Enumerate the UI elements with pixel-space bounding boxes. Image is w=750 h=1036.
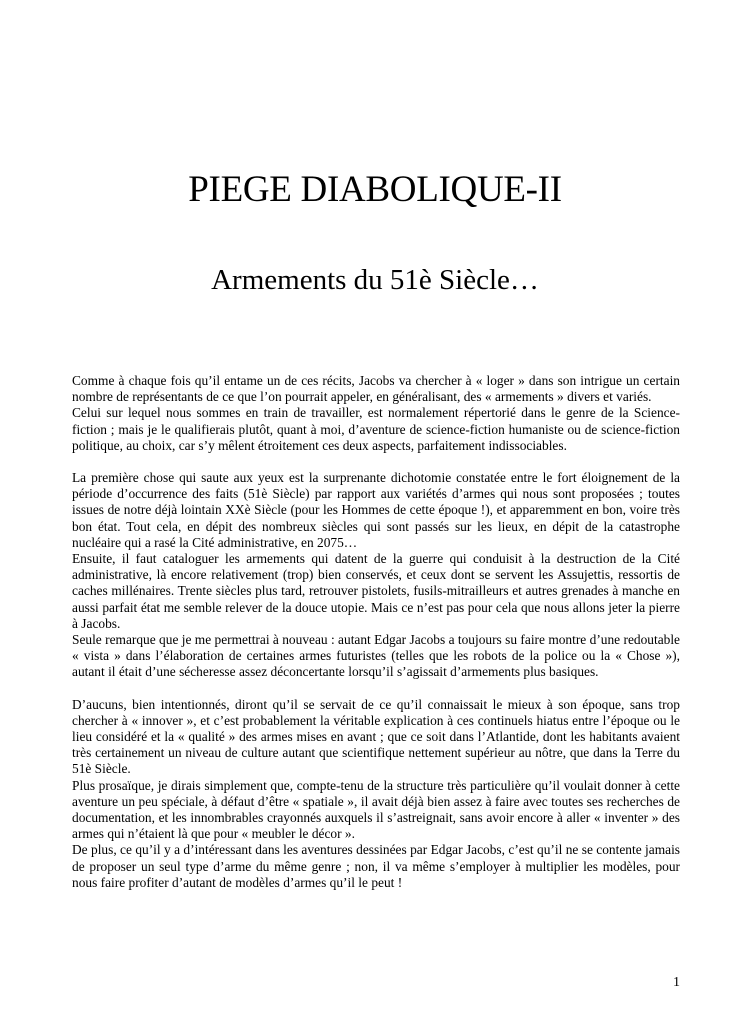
- paragraph-6: D’aucuns, bien intentionnés, diront qu’il se servait de ce qu’il connaissait le mieux à son époque, sans trop chercher à « innover », et c’est probablement la véritable explication à ces continuels hiatus entre l’époque ou le lieu considéré et la « qualité » des armes mises en avant ; que ce soit dans l’Atlantide, dont les habitants avaient très certainement un niveau de culture autant que scientifique nettement supérieur au nôtre, que dans la Terre du 51è Siècle.: [72, 696, 680, 777]
- paragraph-3: La première chose qui saute aux yeux est la surprenante dichotomie constatée entre le fort éloignement de la période d’occurrence des faits (51è Siècle) par rapport aux variétés d’armes qui nous sont proposées ; toutes issues de notre déjà lointain XXè Siècle (pour les Hommes de cette époque !), et apparemment en bon, voire très bon état. Tout cela, en dépit des nombreux siècles qui sont passés sur les lieux, en dépit de la catastrophe nucléaire qui a rasé la Cité administrative, en 2075…: [72, 470, 680, 550]
- paragraph-2: Celui sur lequel nous sommes en train de travailler, est normalement répertorié dans le genre de la Science-fiction ; mais je le qualifierais plutôt, quant à moi, d’aventure de science-fiction humaniste ou de science-fiction politique, au choix, car s’y mêlent étroitement ces deux aspects, parfaitement indissociables.: [72, 405, 680, 453]
- body-text: [72, 373, 680, 891]
- page-number: 1: [673, 975, 680, 990]
- paragraph-1: Comme à chaque fois qu’il entame un de ces récits, Jacobs va chercher à « loger » dans son intrigue un certain nombre de représentants de ce que l’on pourrait appeler, en généralisant, des « armements » divers et variés.: [72, 373, 680, 405]
- paragraph-7: Plus prosaïque, je dirais simplement que, compte-tenu de la structure très particulière qu’il voulait donner à cette aventure un peu spéciale, à défaut d’être « spatiale », il avait déjà bien assez à faire avec toutes ses recherches de documentation, et les innombrables crayonnés auxquels il s’astreignait, sans avoir encore à aller « inventer » des armes qui n’étaient là que pour « meubler le décor ».: [72, 777, 680, 842]
- paragraph-5: Seule remarque que je me permettrai à nouveau : autant Edgar Jacobs a toujours su faire montre d’une redoutable « vista » dans l’élaboration de certaines armes futuristes (telles que les robots de la police ou la « Chose »), autant il était d’une sécheresse assez déconcertante lorsqu’il s’agissait d’armements plus basiques.: [72, 632, 680, 680]
- paragraph-4: Ensuite, il faut cataloguer les armements qui datent de la guerre qui conduisit à la destruction de la Cité administrative, là encore relativement (trop) bien conservés, et ceux dont se servent les Assujettis, ressortis de caches millénaires. Trente siècles plus tard, retrouver pistolets, fusils-mitrailleurs et autres grenades à manche en aussi parfait état me semble relever de la douce utopie. Mais ce n’est pas pour cela que nous allons jeter la pierre à Jacobs.: [72, 551, 680, 631]
- paragraph-8: De plus, ce qu’il y a d’intéressant dans les aventures dessinées par Edgar Jacobs, c’est qu’il ne se contente jamais de proposer un seul type d’arme du même genre ; non, il va même s’employer à multiplier les modèles, pour nous faire profiter d’autant de modèles d’armes qu’il le peut !: [72, 842, 680, 890]
- page-subtitle: Armements du 51è Siècle…: [211, 264, 539, 296]
- page-title: PIEGE DIABOLIQUE-II: [188, 169, 562, 210]
